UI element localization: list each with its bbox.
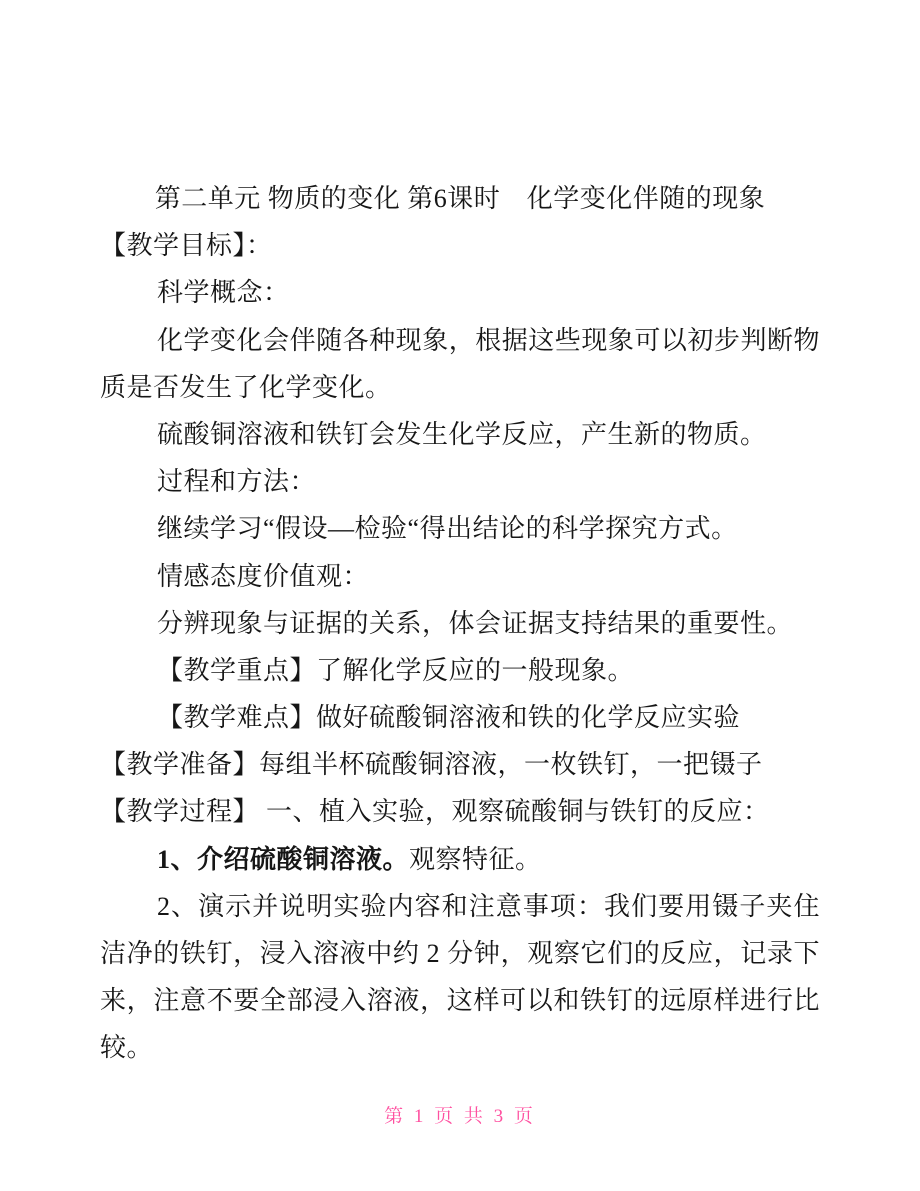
text-line: [100, 836, 820, 883]
text-line: 来，注意不要全部浸入溶液，这样可以和铁钉的远原样进行比: [100, 986, 820, 1016]
text-line: 2、演示并说明实验内容和注意事项：我们要用镊子夹住: [157, 891, 820, 921]
text-line: 继续学习“假设—检验“得出结论的科学探究方式。: [157, 514, 738, 544]
bold-text: 1、介绍硫酸铜溶液。: [157, 844, 410, 874]
text-line: 科学概念：: [157, 278, 290, 308]
text-line: 硫酸铜溶液和铁钉会发生化学反应，产生新的物质。: [157, 419, 767, 449]
text-line: 【教学重点】了解化学反应的一般现象。: [157, 655, 635, 685]
regular-text: 观察特征。: [409, 844, 542, 874]
text-line: 较。: [100, 1033, 154, 1063]
text-line: 【教学目标】：: [100, 231, 273, 261]
text-line: 第二单元 物质的变化 第6课时 化学变化伴随的现象: [154, 184, 766, 213]
text-line: 分辨现象与证据的关系，体会证据支持结果的重要性。: [157, 608, 794, 638]
page-footer: [100, 1102, 820, 1132]
text-line: 【教学过程】 一、植入实验，观察硫酸铜与铁钉的反应：: [100, 797, 770, 827]
text-line: 过程和方法：: [157, 467, 317, 497]
page-number-text: 第 1 页 共 3 页: [384, 1106, 536, 1127]
text-line: 质是否发生了化学变化。: [100, 372, 392, 402]
text-line: 情感态度价值观：: [157, 561, 370, 591]
text-line: 洁净的铁钉，浸入溶液中约 2 分钟，观察它们的反应，记录下: [100, 939, 820, 968]
text-line: 【教学难点】做好硫酸铜溶液和铁的化学反应实验: [157, 703, 741, 733]
text-line: 化学变化会伴随各种现象，根据这些现象可以初步判断物: [157, 325, 820, 355]
document-body: [100, 175, 820, 1072]
text-line: 【教学准备】每组半杯硫酸铜溶液，一枚铁钉，一把镊子: [100, 750, 763, 780]
